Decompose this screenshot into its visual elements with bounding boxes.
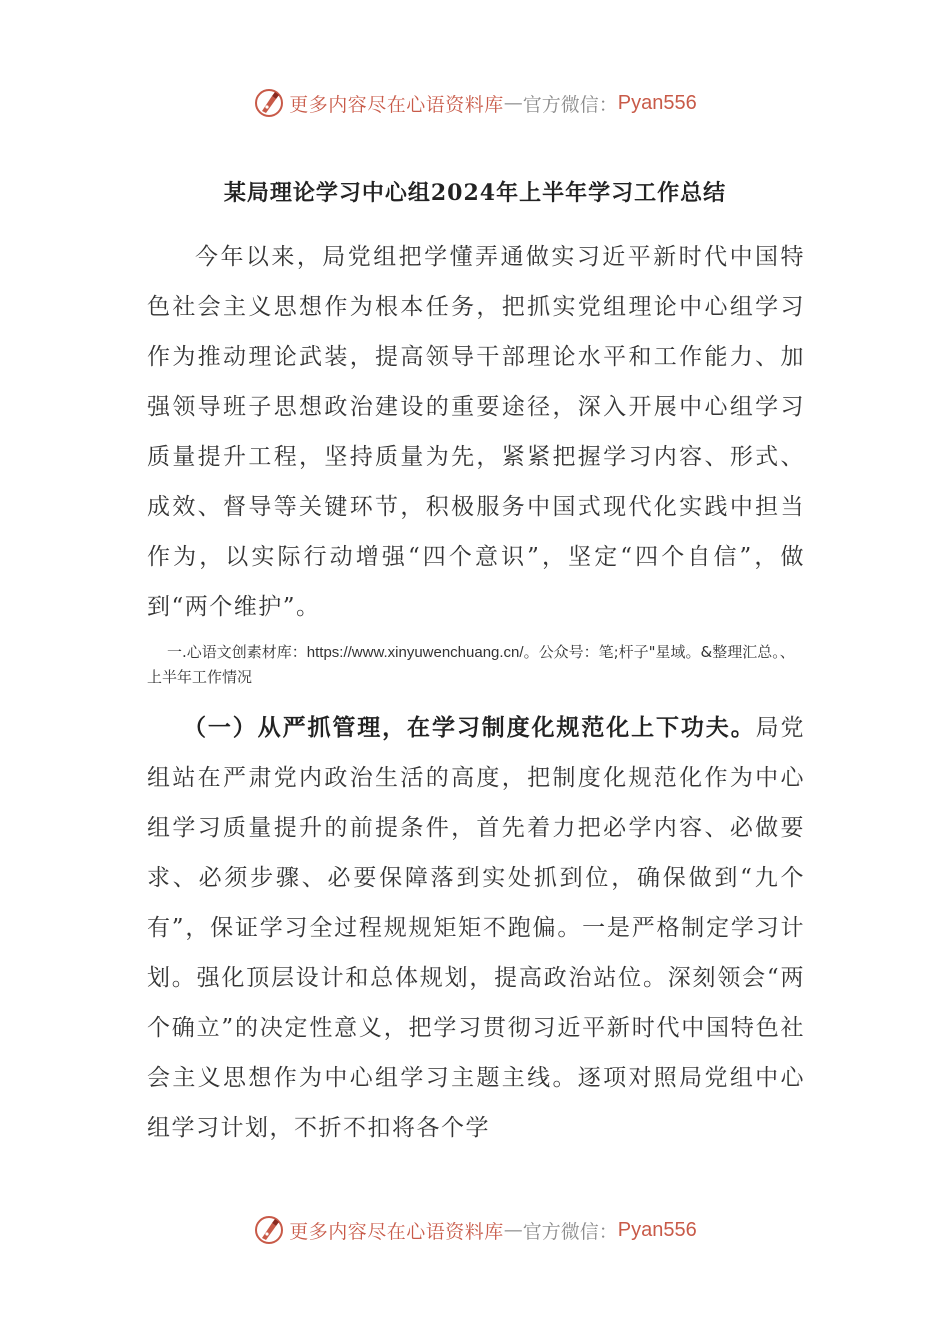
intro-paragraph: 今年以来，局党组把学懂弄通做实习近平新时代中国特色社会主义思想作为根本任务，把抓实党组理论中心组学习作为推动理论武装，提高领导干部理论水平和工作能力、加强领导班子思想政治建设的重要途径，深入开展中心组学习质量提升工程，坚持质量为先，紧紧把握学习内容、形式、成效、督导等关键环节，积极服务中国式现代化实践中担当作为，以实际行动增强“四个意识”，坚定“四个自信”，做到“两个维护”。 bbox=[147, 244, 805, 620]
banner-separator: — bbox=[503, 92, 523, 114]
top-banner bbox=[0, 83, 950, 123]
pen-nib-circle-icon bbox=[253, 1214, 285, 1246]
banner-wechat-label: 官方微信： bbox=[522, 93, 618, 116]
banner-wechat-id: Pyan556 bbox=[617, 91, 697, 114]
banner-wechat-id: Pyan556 bbox=[617, 1218, 697, 1241]
bottom-banner bbox=[0, 1210, 950, 1250]
section-body: 局党组站在严肃党内政治生活的高度，把制度化规范化作为中心组学习质量提升的前提条件，首先着力把必学内容、必做要求、必须步骤、必要保障落到实处抓到位，确保做到“九个有”，保证学习全过程规规矩矩不跑偏。一是严格制定学习计划。强化顶层设计和总体规划，提高政治站位。深刻领会“两个确立”的决定性意义，把学习贯彻习近平新时代中国特色社会主义思想作为中心组学习主题主线。逐项对照局党组中心组学习计划，不折不扣将各个学 bbox=[147, 715, 806, 1141]
section-paragraph bbox=[147, 703, 805, 1153]
document-title: 某局理论学习中心组2024年上半年学习工作总结 bbox=[223, 180, 727, 206]
note-url[interactable]: https://www.xinyuwenchuang.cn/ bbox=[306, 644, 524, 661]
banner-text: 更多内容尽在心语资料库 bbox=[289, 1220, 504, 1243]
note-prefix: 一.心语文创素材库： bbox=[167, 643, 307, 661]
banner-separator: — bbox=[503, 1219, 523, 1241]
source-note bbox=[147, 640, 809, 689]
section-heading: （一）从严抓管理，在学习制度化规范化上下功夫。 bbox=[183, 714, 756, 741]
note-suffix: 。公众号：笔;杆子"星域。&整理汇总。、上半年工作情况 bbox=[147, 643, 795, 686]
banner-text: 更多内容尽在心语资料库 bbox=[289, 93, 504, 116]
pen-nib-circle-icon bbox=[253, 87, 285, 119]
banner-wechat-label: 官方微信： bbox=[522, 1220, 618, 1243]
